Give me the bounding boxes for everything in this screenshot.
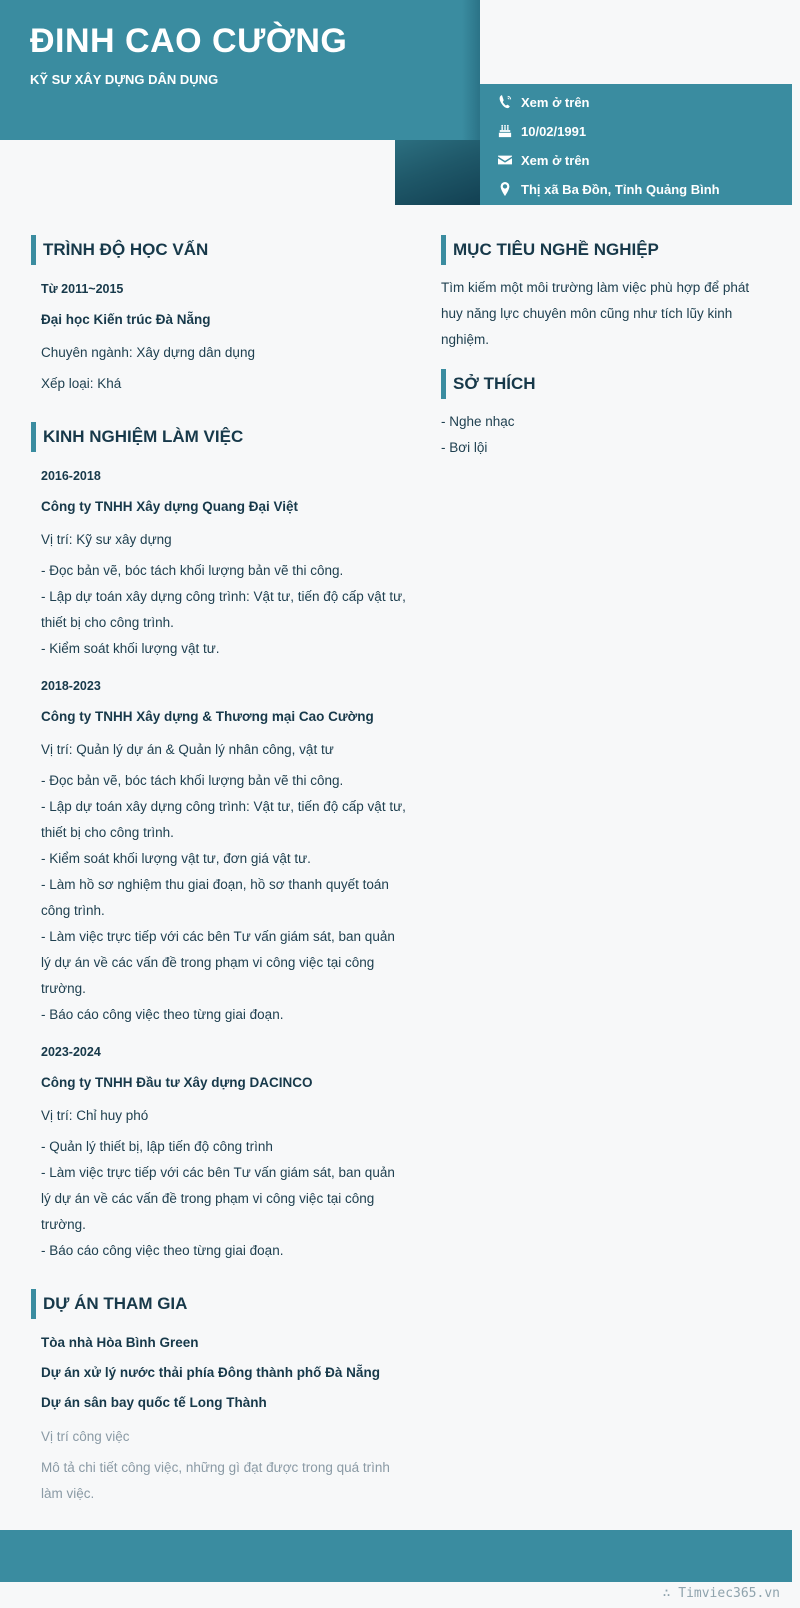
job-line: - Làm việc trực tiếp với các bên Tư vấn giám sát, ban quản (41, 1165, 395, 1180)
hobbies-section-title (441, 369, 536, 399)
job-line: - Đọc bản vẽ, bóc tách khối lượng bản vẽ thi công. (41, 563, 344, 578)
job-company: Công ty TNHH Xây dựng Quang Đại Việt (41, 499, 299, 514)
birthday-cake-icon (498, 124, 512, 138)
section-accent-bar (441, 369, 446, 399)
job-line: - Làm việc trực tiếp với các bên Tư vấn giám sát, ban quản (41, 929, 395, 944)
contact-birthday (498, 121, 586, 141)
job-line: - Lập dự toán xây dựng công trình: Vật tư, tiến độ cấp vật tư, (41, 799, 406, 814)
contact-box (480, 84, 792, 205)
education-major: Chuyên ngành: Xây dựng dân dụng (41, 345, 255, 360)
job-line: - Kiểm soát khối lượng vật tư, đơn giá vật tư. (41, 851, 311, 866)
job-line: - Lập dự toán xây dựng công trình: Vật tư, tiến độ cấp vật tư, (41, 589, 406, 604)
job-line: thiết bị cho công trình. (41, 615, 174, 630)
job-line: thiết bị cho công trình. (41, 825, 174, 840)
job-line: - Quản lý thiết bị, lập tiến độ công trình (41, 1139, 273, 1154)
footer-bar (0, 1530, 792, 1582)
objective-line: huy năng lực chuyên môn cũng như tích lũy kinh (441, 306, 733, 321)
projects-title-text: DỰ ÁN THAM GIA (43, 1294, 188, 1313)
education-section-title (31, 235, 208, 265)
project-item: Tòa nhà Hòa Bình Green (41, 1335, 199, 1350)
experience-title-text: KINH NGHIỆM LÀM VIỆC (43, 427, 244, 446)
hobby-item: - Nghe nhạc (441, 414, 515, 429)
job-position: Vị trí: Quản lý dự án & Quản lý nhân công, vật tư (41, 742, 334, 757)
objective-line: nghiệm. (441, 332, 490, 347)
job-company: Công ty TNHH Xây dựng & Thương mại Cao Cường (41, 709, 374, 724)
project-position-placeholder: Vị trí công việc (41, 1429, 130, 1444)
objective-line: Tìm kiếm một môi trường làm việc phù hợp để phát (441, 280, 750, 295)
job-line: trường. (41, 1217, 86, 1232)
contact-email-value: Xem ở trên (521, 152, 590, 168)
education-school: Đại học Kiến trúc Đà Nẵng (41, 312, 211, 327)
envelope-icon (498, 153, 512, 167)
contact-address (498, 179, 720, 199)
job-line: công trình. (41, 903, 105, 918)
job-title: KỸ SƯ XÂY DỰNG DÂN DỤNG (30, 72, 219, 87)
map-marker-icon (498, 182, 512, 196)
watermark: ∴ Timviec365.vn (662, 1586, 780, 1601)
contact-phone (498, 92, 590, 112)
experience-section-title (31, 422, 243, 452)
header-fold (395, 140, 480, 205)
contact-phone-value: Xem ở trên (521, 94, 590, 110)
candidate-name: ĐINH CAO CƯỜNG (30, 22, 348, 60)
job-position: Vị trí: Chỉ huy phó (41, 1108, 149, 1123)
project-item: Dự án xử lý nước thải phía Đông thành phố Đà Nẵng (41, 1365, 380, 1380)
job-position: Vị trí: Kỹ sư xây dựng (41, 532, 172, 547)
section-accent-bar (31, 422, 36, 452)
job-period: 2018-2023 (41, 679, 101, 693)
hobbies-title-text: SỞ THÍCH (453, 374, 536, 393)
job-line: - Báo cáo công việc theo từng giai đoạn. (41, 1007, 284, 1022)
section-accent-bar (31, 1289, 36, 1319)
job-company: Công ty TNHH Đầu tư Xây dựng DACINCO (41, 1075, 313, 1090)
projects-section-title (31, 1289, 187, 1319)
job-period: 2016-2018 (41, 469, 101, 483)
job-line: lý dự án về các vấn đề trong phạm vi công việc tại công (41, 1191, 375, 1206)
section-accent-bar (31, 235, 36, 265)
job-line: - Làm hồ sơ nghiệm thu giai đoạn, hồ sơ thanh quyết toán (41, 877, 389, 892)
project-description-placeholder: làm việc. (41, 1486, 95, 1501)
education-title-text: TRÌNH ĐỘ HỌC VẤN (43, 240, 209, 259)
header-banner (0, 0, 480, 140)
education-grade: Xếp loại: Khá (41, 376, 122, 391)
education-period: Từ 2011~2015 (41, 282, 124, 296)
hobby-item: - Bơi lội (441, 440, 488, 455)
objective-section-title (441, 235, 659, 265)
job-line: - Báo cáo công việc theo từng giai đoạn. (41, 1243, 284, 1258)
project-item: Dự án sân bay quốc tế Long Thành (41, 1395, 267, 1410)
contact-email (498, 150, 590, 170)
job-line: - Kiểm soát khối lượng vật tư. (41, 641, 220, 656)
section-accent-bar (441, 235, 446, 265)
phone-icon (498, 95, 512, 109)
contact-birthday-value: 10/02/1991 (521, 123, 587, 139)
header-fold-shade (462, 0, 480, 140)
project-description-placeholder: Mô tả chi tiết công việc, những gì đạt được trong quá trình (41, 1460, 390, 1475)
objective-title-text: MỤC TIÊU NGHỀ NGHIỆP (453, 240, 659, 259)
job-line: lý dự án về các vấn đề trong phạm vi công việc tại công (41, 955, 375, 970)
job-period: 2023-2024 (41, 1045, 101, 1059)
job-line: trường. (41, 981, 86, 996)
contact-address-value: Thị xã Ba Đồn, Tỉnh Quảng Bình (521, 181, 720, 197)
job-line: - Đọc bản vẽ, bóc tách khối lượng bản vẽ thi công. (41, 773, 344, 788)
